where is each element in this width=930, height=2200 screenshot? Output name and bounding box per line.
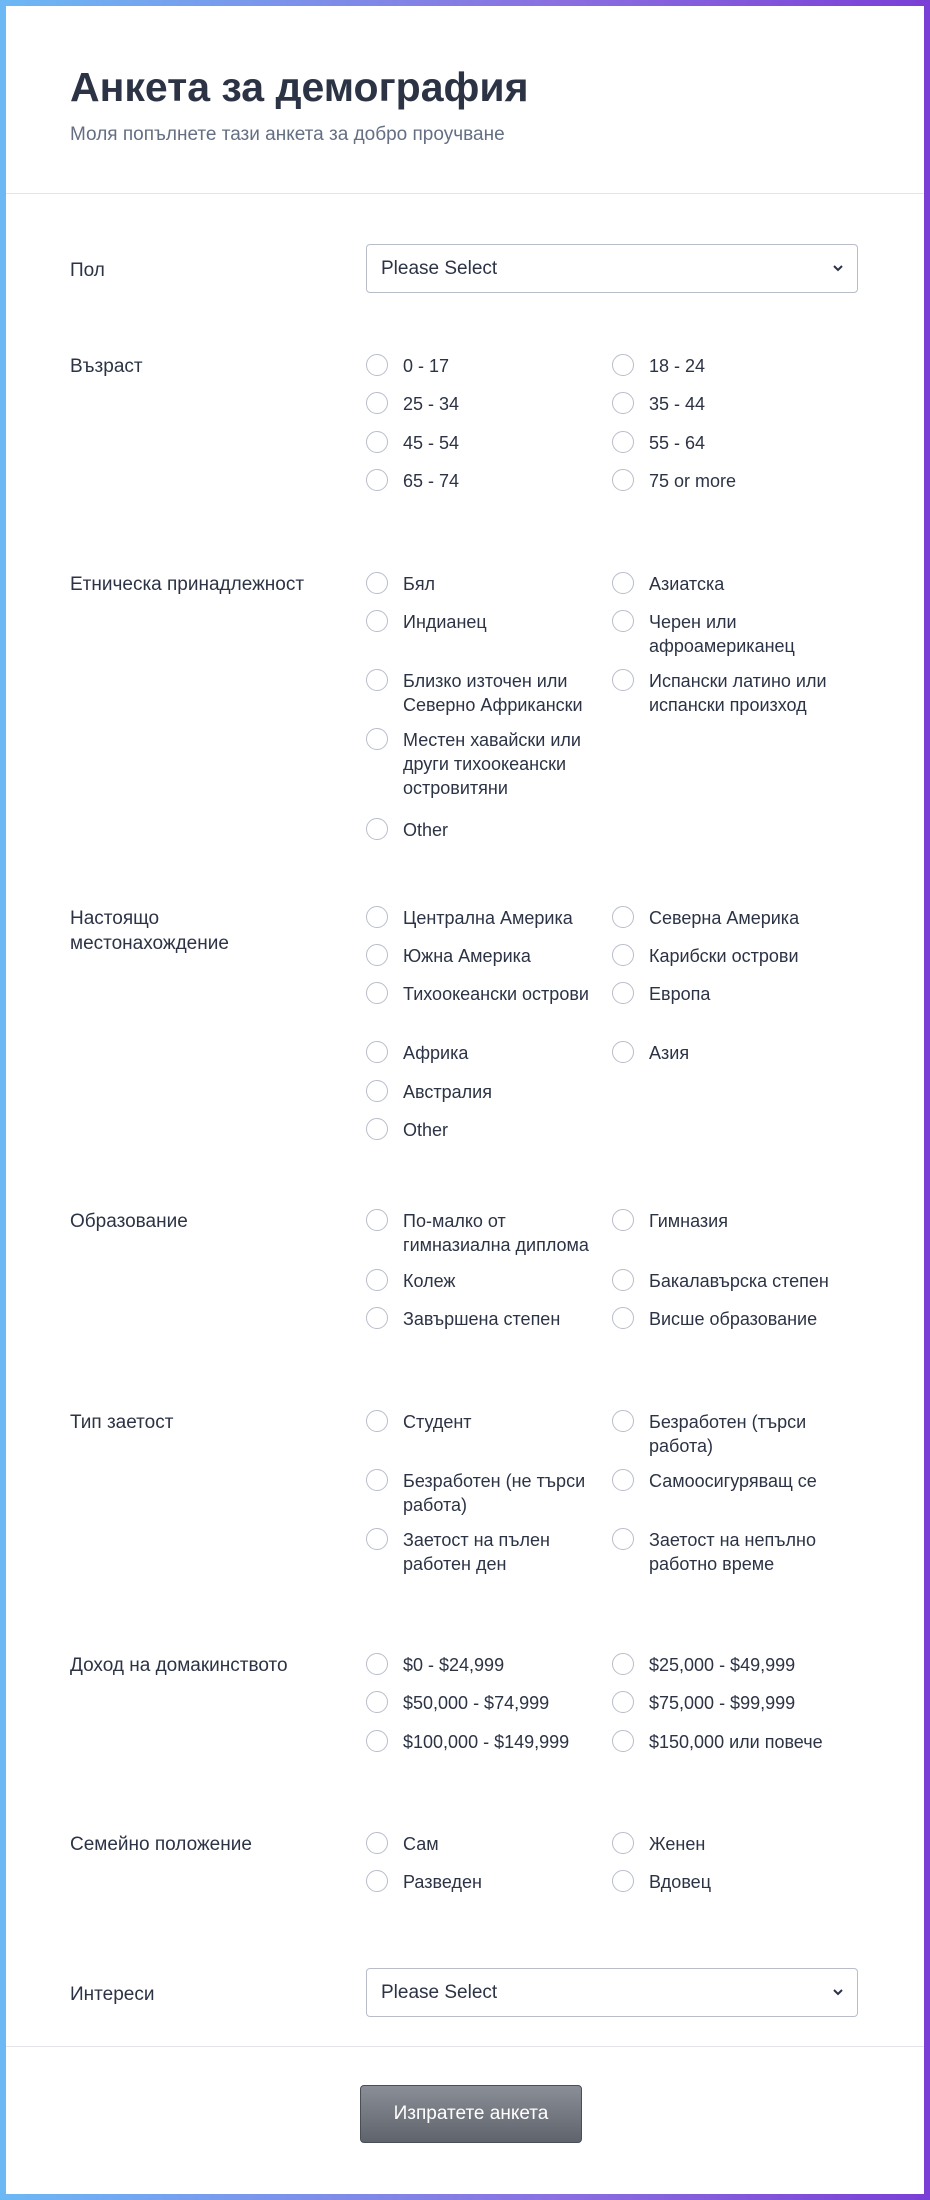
option-label: 75 or more	[649, 471, 737, 491]
option-label: Азия	[649, 1043, 690, 1063]
radio-button[interactable]	[366, 1691, 388, 1713]
radio-button[interactable]	[612, 469, 634, 491]
option-label: 18 - 24	[649, 356, 706, 376]
option-label: Заетост на непълно работно време	[649, 1530, 816, 1574]
option-label: Безработен (не търси работа)	[403, 1471, 586, 1515]
option-label: Разведен	[403, 1872, 482, 1892]
interests-select[interactable]	[366, 1968, 858, 2017]
radio-button[interactable]	[612, 1307, 634, 1329]
radio-button[interactable]	[612, 1832, 634, 1854]
employment-label: Тип заетост	[70, 1412, 174, 1433]
radio-button[interactable]	[366, 982, 388, 1004]
radio-button[interactable]	[366, 1307, 388, 1329]
option-label: Бакалавърска степен	[649, 1271, 829, 1291]
gender-select[interactable]	[366, 244, 858, 293]
radio-button[interactable]	[366, 431, 388, 453]
option-label: $0 - $24,999	[403, 1655, 505, 1675]
chevron-down-icon	[831, 1985, 845, 1999]
radio-button[interactable]	[612, 572, 634, 594]
option-label: Колеж	[403, 1271, 456, 1291]
radio-button[interactable]	[612, 1653, 634, 1675]
option-label: Южна Америка	[403, 946, 531, 966]
radio-button[interactable]	[612, 1528, 634, 1550]
option-label: 55 - 64	[649, 433, 706, 453]
option-label: Вдовец	[649, 1872, 711, 1892]
ethnicity-label: Етническа принадлежност	[70, 574, 305, 595]
option-label: Местен хавайски или други тихоокеански островитяни	[403, 730, 581, 798]
education-label: Образование	[70, 1211, 188, 1232]
option-label: Азиатска	[649, 574, 725, 594]
radio-button[interactable]	[366, 818, 388, 840]
option-label: Тихоокеански острови	[403, 984, 589, 1004]
radio-button[interactable]	[612, 610, 634, 632]
form-header	[6, 6, 924, 194]
interests-select-value: Please Select	[381, 1982, 498, 2003]
radio-button[interactable]	[366, 906, 388, 928]
radio-button[interactable]	[366, 1653, 388, 1675]
radio-button[interactable]	[366, 1832, 388, 1854]
radio-button[interactable]	[366, 469, 388, 491]
radio-button[interactable]	[612, 354, 634, 376]
option-label: Безработен (търси работа)	[649, 1412, 807, 1456]
option-label: Other	[403, 820, 449, 840]
option-label: Централна Америка	[403, 908, 573, 928]
radio-button[interactable]	[366, 669, 388, 691]
option-label: 35 - 44	[649, 394, 706, 414]
submit-button[interactable]: Изпратете анкета	[360, 2085, 582, 2143]
option-label: Африка	[403, 1043, 469, 1063]
gender-select-value: Please Select	[381, 258, 498, 279]
option-label: $50,000 - $74,999	[403, 1693, 550, 1713]
location-label: Настоящо местонахождение	[70, 908, 229, 954]
option-label: $150,000 или повече	[649, 1732, 823, 1752]
option-label: Other	[403, 1120, 449, 1140]
option-label: Близко източен или Северно Африкански	[403, 671, 583, 715]
option-label: 25 - 34	[403, 394, 460, 414]
footer-divider	[6, 2046, 924, 2047]
option-label: $75,000 - $99,999	[649, 1693, 796, 1713]
income-label: Доход на домакинството	[70, 1655, 288, 1676]
radio-button[interactable]	[366, 1041, 388, 1063]
radio-button[interactable]	[366, 1118, 388, 1140]
option-label: $25,000 - $49,999	[649, 1655, 796, 1675]
radio-button[interactable]	[366, 610, 388, 632]
radio-button[interactable]	[366, 728, 388, 750]
option-label: Европа	[649, 984, 711, 1004]
radio-button[interactable]	[612, 982, 634, 1004]
radio-button[interactable]	[612, 944, 634, 966]
radio-button[interactable]	[366, 1080, 388, 1102]
chevron-down-icon	[831, 261, 845, 275]
radio-button[interactable]	[366, 944, 388, 966]
radio-button[interactable]	[366, 1410, 388, 1432]
option-label: 0 - 17	[403, 356, 450, 376]
form-card	[6, 6, 924, 2194]
radio-button[interactable]	[366, 1209, 388, 1231]
radio-button[interactable]	[366, 1269, 388, 1291]
option-label: Карибски острови	[649, 946, 799, 966]
option-label: 65 - 74	[403, 471, 460, 491]
radio-button[interactable]	[612, 431, 634, 453]
form-title: Анкета за демография	[70, 64, 529, 110]
radio-button[interactable]	[366, 1469, 388, 1491]
radio-button[interactable]	[612, 392, 634, 414]
form-subtitle: Моля попълнете тази анкета за добро проучване	[70, 124, 505, 145]
radio-button[interactable]	[612, 1410, 634, 1432]
option-label: 45 - 54	[403, 433, 460, 453]
option-label: Студент	[403, 1412, 472, 1432]
option-label: Бял	[403, 574, 436, 594]
option-label: Испански латино или испански произход	[649, 671, 827, 715]
radio-button[interactable]	[612, 1469, 634, 1491]
option-label: Самоосигуряващ се	[649, 1471, 817, 1491]
radio-button[interactable]	[366, 1528, 388, 1550]
radio-button[interactable]	[366, 572, 388, 594]
option-label: Северна Америка	[649, 908, 800, 928]
option-label: Индианец	[403, 612, 487, 632]
radio-button[interactable]	[612, 669, 634, 691]
radio-button[interactable]	[612, 1209, 634, 1231]
gender-label: Пол	[70, 260, 105, 281]
radio-button[interactable]	[366, 392, 388, 414]
marital-label: Семейно положение	[70, 1834, 252, 1855]
radio-button[interactable]	[612, 1691, 634, 1713]
option-label: $100,000 - $149,999	[403, 1732, 570, 1752]
option-label: Черен или афроамериканец	[649, 612, 795, 656]
option-label: Завършена степен	[403, 1309, 561, 1329]
option-label: Заетост на пълен работен ден	[403, 1530, 550, 1574]
age-label: Възраст	[70, 356, 143, 377]
option-label: Висше образование	[649, 1309, 818, 1329]
radio-button[interactable]	[612, 906, 634, 928]
option-label: Гимназия	[649, 1211, 728, 1231]
interests-label: Интереси	[70, 1984, 155, 2005]
radio-button[interactable]	[612, 1870, 634, 1892]
radio-button[interactable]	[612, 1269, 634, 1291]
radio-button[interactable]	[366, 1870, 388, 1892]
radio-button[interactable]	[612, 1041, 634, 1063]
option-label: По-малко от гимназиална диплома	[403, 1211, 589, 1255]
option-label: Женен	[649, 1834, 706, 1854]
option-label: Австралия	[403, 1082, 492, 1102]
radio-button[interactable]	[612, 1730, 634, 1752]
option-label: Сам	[403, 1834, 439, 1854]
radio-button[interactable]	[366, 354, 388, 376]
radio-button[interactable]	[366, 1730, 388, 1752]
